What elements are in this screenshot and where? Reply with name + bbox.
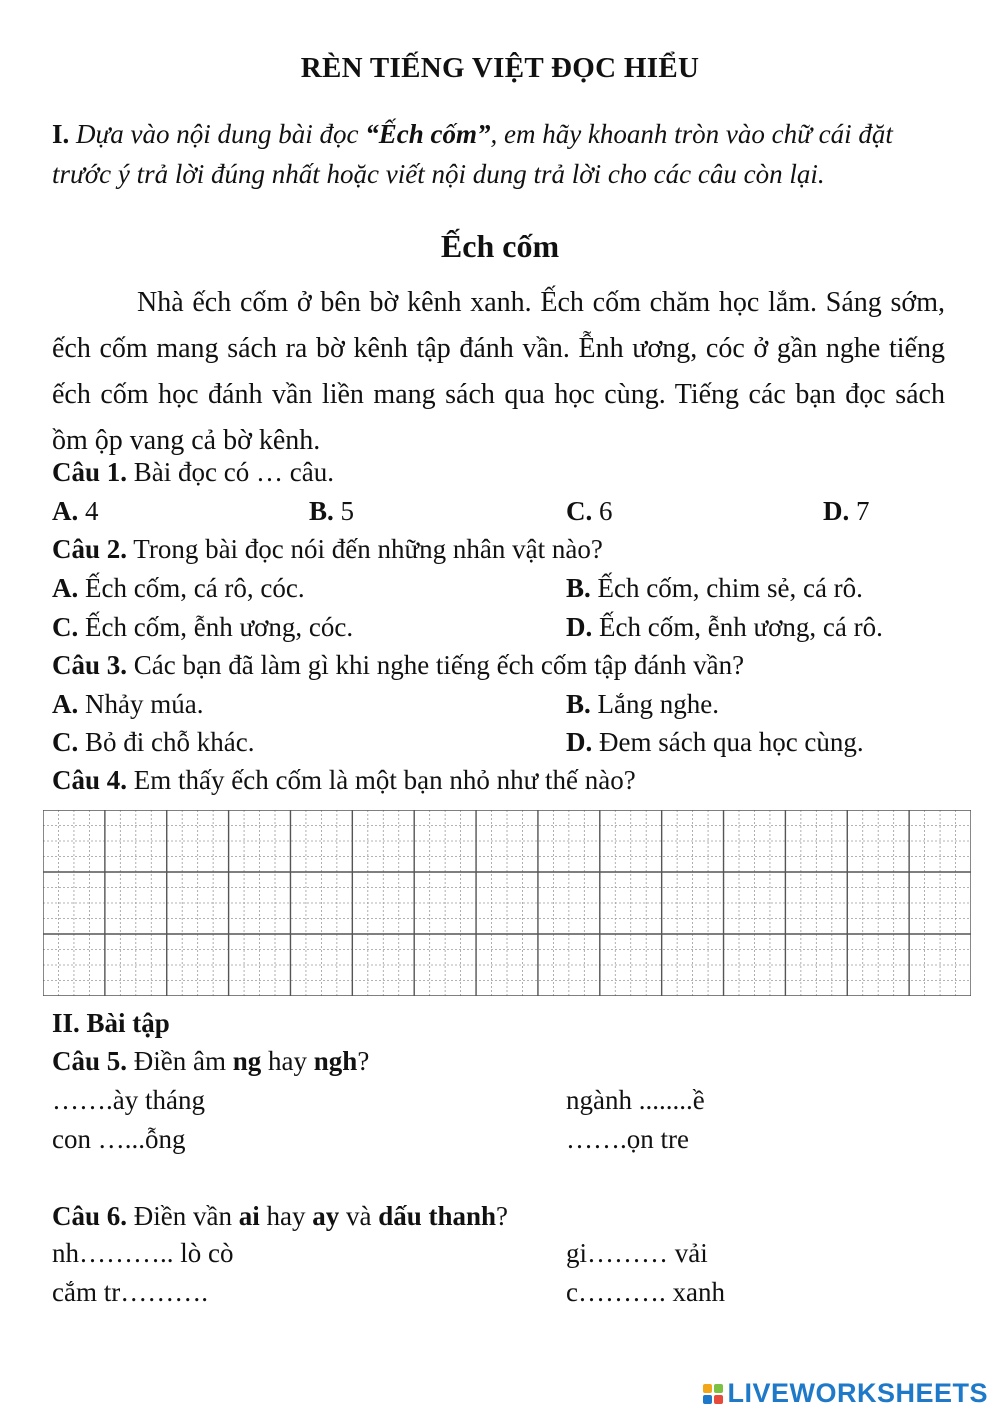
section-numeral: I. (52, 119, 70, 149)
q2-option-c[interactable]: C. Ếch cốm, ễnh ương, cóc. (52, 612, 354, 642)
liveworksheets-logo[interactable] (703, 1378, 988, 1409)
page-title: RÈN TIẾNG VIỆT ĐỌC HIỂU (300, 52, 700, 84)
q5-blank-1[interactable]: …….ày tháng (52, 1085, 205, 1115)
q2-option-d[interactable]: D. Ếch cốm, ễnh ương, cá rô. (566, 612, 883, 642)
story-reference: “Ếch cốm” (365, 119, 491, 149)
q5-blank-4[interactable]: …….ọn tre (566, 1124, 689, 1154)
q3-option-a[interactable]: A. Nhảy múa. (52, 689, 204, 719)
question-6: Câu 6. Điền vần ai hay ay và dấu thanh? (52, 1201, 509, 1231)
q1-option-a[interactable]: A. 4 (52, 496, 99, 526)
story-body: Nhà ếch cốm ở bên bờ kênh xanh. Ếch cốm chăm học lắm. Sáng sớm, ếch cốm mang sách ra bờ kênh tập đánh vần. Ễnh ương, cóc ở gần nghe tiếng ếch cốm học đánh vần liền mang sách qua học cùng. Tiếng các bạn đọc sách ồm ộp vang cả bờ kênh. (52, 287, 945, 456)
q6-blank-3[interactable]: cắm tr………. (52, 1277, 208, 1307)
section-2-title: II. Bài tập (52, 1008, 170, 1038)
instructions: I. Dựa vào nội dung bài đọc “Ếch cốm”, em hãy khoanh tròn vào chữ cái đặt trước ý trả lời đúng nhất hoặc viết nội dung trả lời cho các câu còn lại. (52, 119, 893, 189)
q5-blank-2[interactable]: ngành ........ề (566, 1085, 705, 1115)
q1-option-d[interactable]: D. 7 (823, 496, 870, 526)
q6-blank-1[interactable]: nh……….. lò cò (52, 1238, 234, 1268)
question-1: Câu 1. Bài đọc có … câu. (52, 457, 334, 487)
q1-option-b[interactable]: B. 5 (309, 496, 355, 526)
question-2: Câu 2. Trong bài đọc nói đến những nhân vật nào? (52, 534, 603, 564)
q2-option-b[interactable]: B. Ếch cốm, chim sẻ, cá rô. (566, 573, 863, 603)
q3-option-c[interactable]: C. Bỏ đi chỗ khác. (52, 727, 255, 757)
liveworksheets-icon (703, 1384, 723, 1404)
brand-name: LIVEWORKSHEETS (727, 1378, 988, 1408)
q3-option-d[interactable]: D. Đem sách qua học cùng. (566, 727, 864, 757)
q1-option-c[interactable]: C. 6 (566, 496, 613, 526)
story-title: Ếch cốm (440, 228, 560, 264)
q2-option-a[interactable]: A. Ếch cốm, cá rô, cóc. (52, 573, 305, 603)
q5-blank-3[interactable]: con …...ỗng (52, 1124, 186, 1154)
handwriting-answer-grid[interactable] (43, 810, 971, 996)
question-5: Câu 5. Điền âm ng hay ngh? (52, 1046, 370, 1076)
question-3: Câu 3. Các bạn đã làm gì khi nghe tiếng ếch cốm tập đánh vần? (52, 650, 745, 680)
q3-option-b[interactable]: B. Lắng nghe. (566, 689, 719, 719)
q6-blank-4[interactable]: c………. xanh (566, 1277, 725, 1307)
question-4: Câu 4. Em thấy ếch cốm là một bạn nhỏ như thế nào? (52, 765, 636, 795)
q6-blank-2[interactable]: gi……… vải (566, 1238, 708, 1268)
